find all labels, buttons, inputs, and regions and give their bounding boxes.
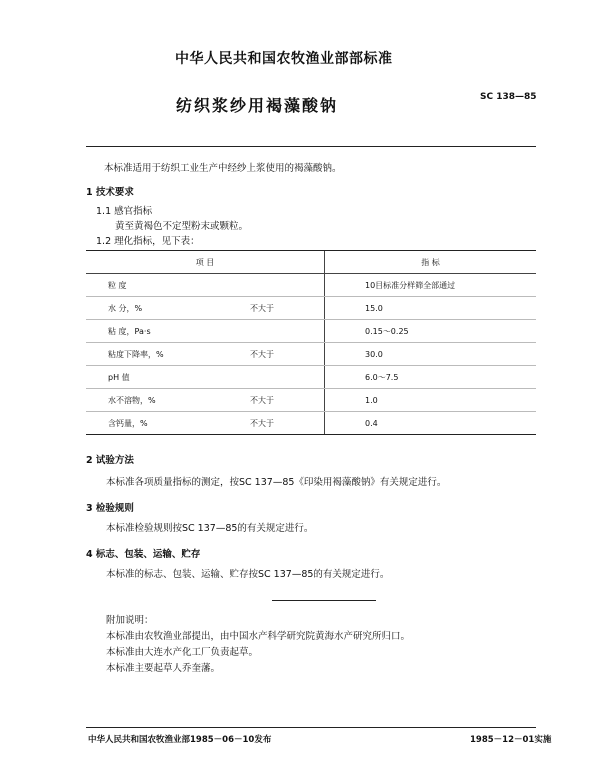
document-title: 纺织浆纱用褐藻酸钠 <box>176 96 339 115</box>
section-2-heading: 2 试验方法 <box>86 455 134 466</box>
notes-line: 本标准主要起草人乔奎藩。 <box>106 663 221 674</box>
row-condition <box>244 274 325 297</box>
row-item: 水 分，% <box>86 297 244 320</box>
issuer-title: 中华人民共和国农牧渔业部部标准 <box>175 51 393 67</box>
row-item: 含钙量，% <box>86 412 244 435</box>
table-row <box>86 389 536 412</box>
row-value: 15.0 <box>325 297 537 320</box>
table-row <box>86 274 536 297</box>
notes-line: 本标准由大连水产化工厂负责起草。 <box>106 647 259 658</box>
issue-date: 中华人民共和国农牧渔业部1985－06－10发布 <box>88 735 272 745</box>
table-row <box>86 297 536 320</box>
row-condition: 不大于 <box>244 412 325 435</box>
section-1-heading: 1 技术要求 <box>86 187 134 198</box>
notes-divider <box>272 600 376 601</box>
table-row <box>86 320 536 343</box>
bottom-divider <box>86 727 536 728</box>
table-header-row <box>86 251 536 274</box>
section-1-1-text: 黄至黄褐色不定型粉末或颗粒。 <box>115 221 249 232</box>
section-1-1-title: 1.1 感官指标 <box>96 206 153 217</box>
row-item: 粘 度，Pa·s <box>86 320 244 343</box>
header-value: 指 标 <box>325 251 537 274</box>
section-3-text: 本标准检验规则按SC 137—85的有关规定进行。 <box>106 523 314 534</box>
row-item: 粒 度 <box>86 274 244 297</box>
section-3-heading: 3 检验规则 <box>86 503 134 514</box>
section-4-heading: 4 标志、包装、运输、贮存 <box>86 549 201 560</box>
notes-title: 附加说明： <box>106 615 154 626</box>
row-item: 水不溶物，% <box>86 389 244 412</box>
header-item: 项 目 <box>86 251 325 274</box>
row-value: 6.0～7.5 <box>325 366 537 389</box>
row-value: 0.15～0.25 <box>325 320 537 343</box>
table-row <box>86 412 536 435</box>
section-1-2-title: 1.2 理化指标，见下表： <box>96 236 200 247</box>
top-divider <box>86 146 536 147</box>
row-value: 30.0 <box>325 343 537 366</box>
section-2-text: 本标准各项质量指标的测定，按SC 137—85《印染用褐藻酸钠》有关规定进行。 <box>106 477 447 488</box>
row-condition: 不大于 <box>244 297 325 320</box>
row-value: 1.0 <box>325 389 537 412</box>
row-value: 0.4 <box>325 412 537 435</box>
row-value: 10目标准分样筛全部通过 <box>325 274 537 297</box>
effective-date: 1985－12－01实施 <box>470 735 552 745</box>
table-row <box>86 343 536 366</box>
spec-table <box>86 250 536 435</box>
row-condition <box>244 366 325 389</box>
standard-code: SC 138—85 <box>480 92 537 102</box>
row-condition: 不大于 <box>244 343 325 366</box>
table-row <box>86 366 536 389</box>
row-item: 粘度下降率，% <box>86 343 244 366</box>
scope-paragraph: 本标准适用于纺织工业生产中经纱上浆使用的褐藻酸钠。 <box>104 163 342 174</box>
row-item: pH 值 <box>86 366 244 389</box>
section-4-text: 本标准的标志、包装、运输、贮存按SC 137—85的有关规定进行。 <box>106 569 390 580</box>
row-condition <box>244 320 325 343</box>
row-condition: 不大于 <box>244 389 325 412</box>
notes-line: 本标准由农牧渔业部提出，由中国水产科学研究院黄海水产研究所归口。 <box>106 631 411 642</box>
